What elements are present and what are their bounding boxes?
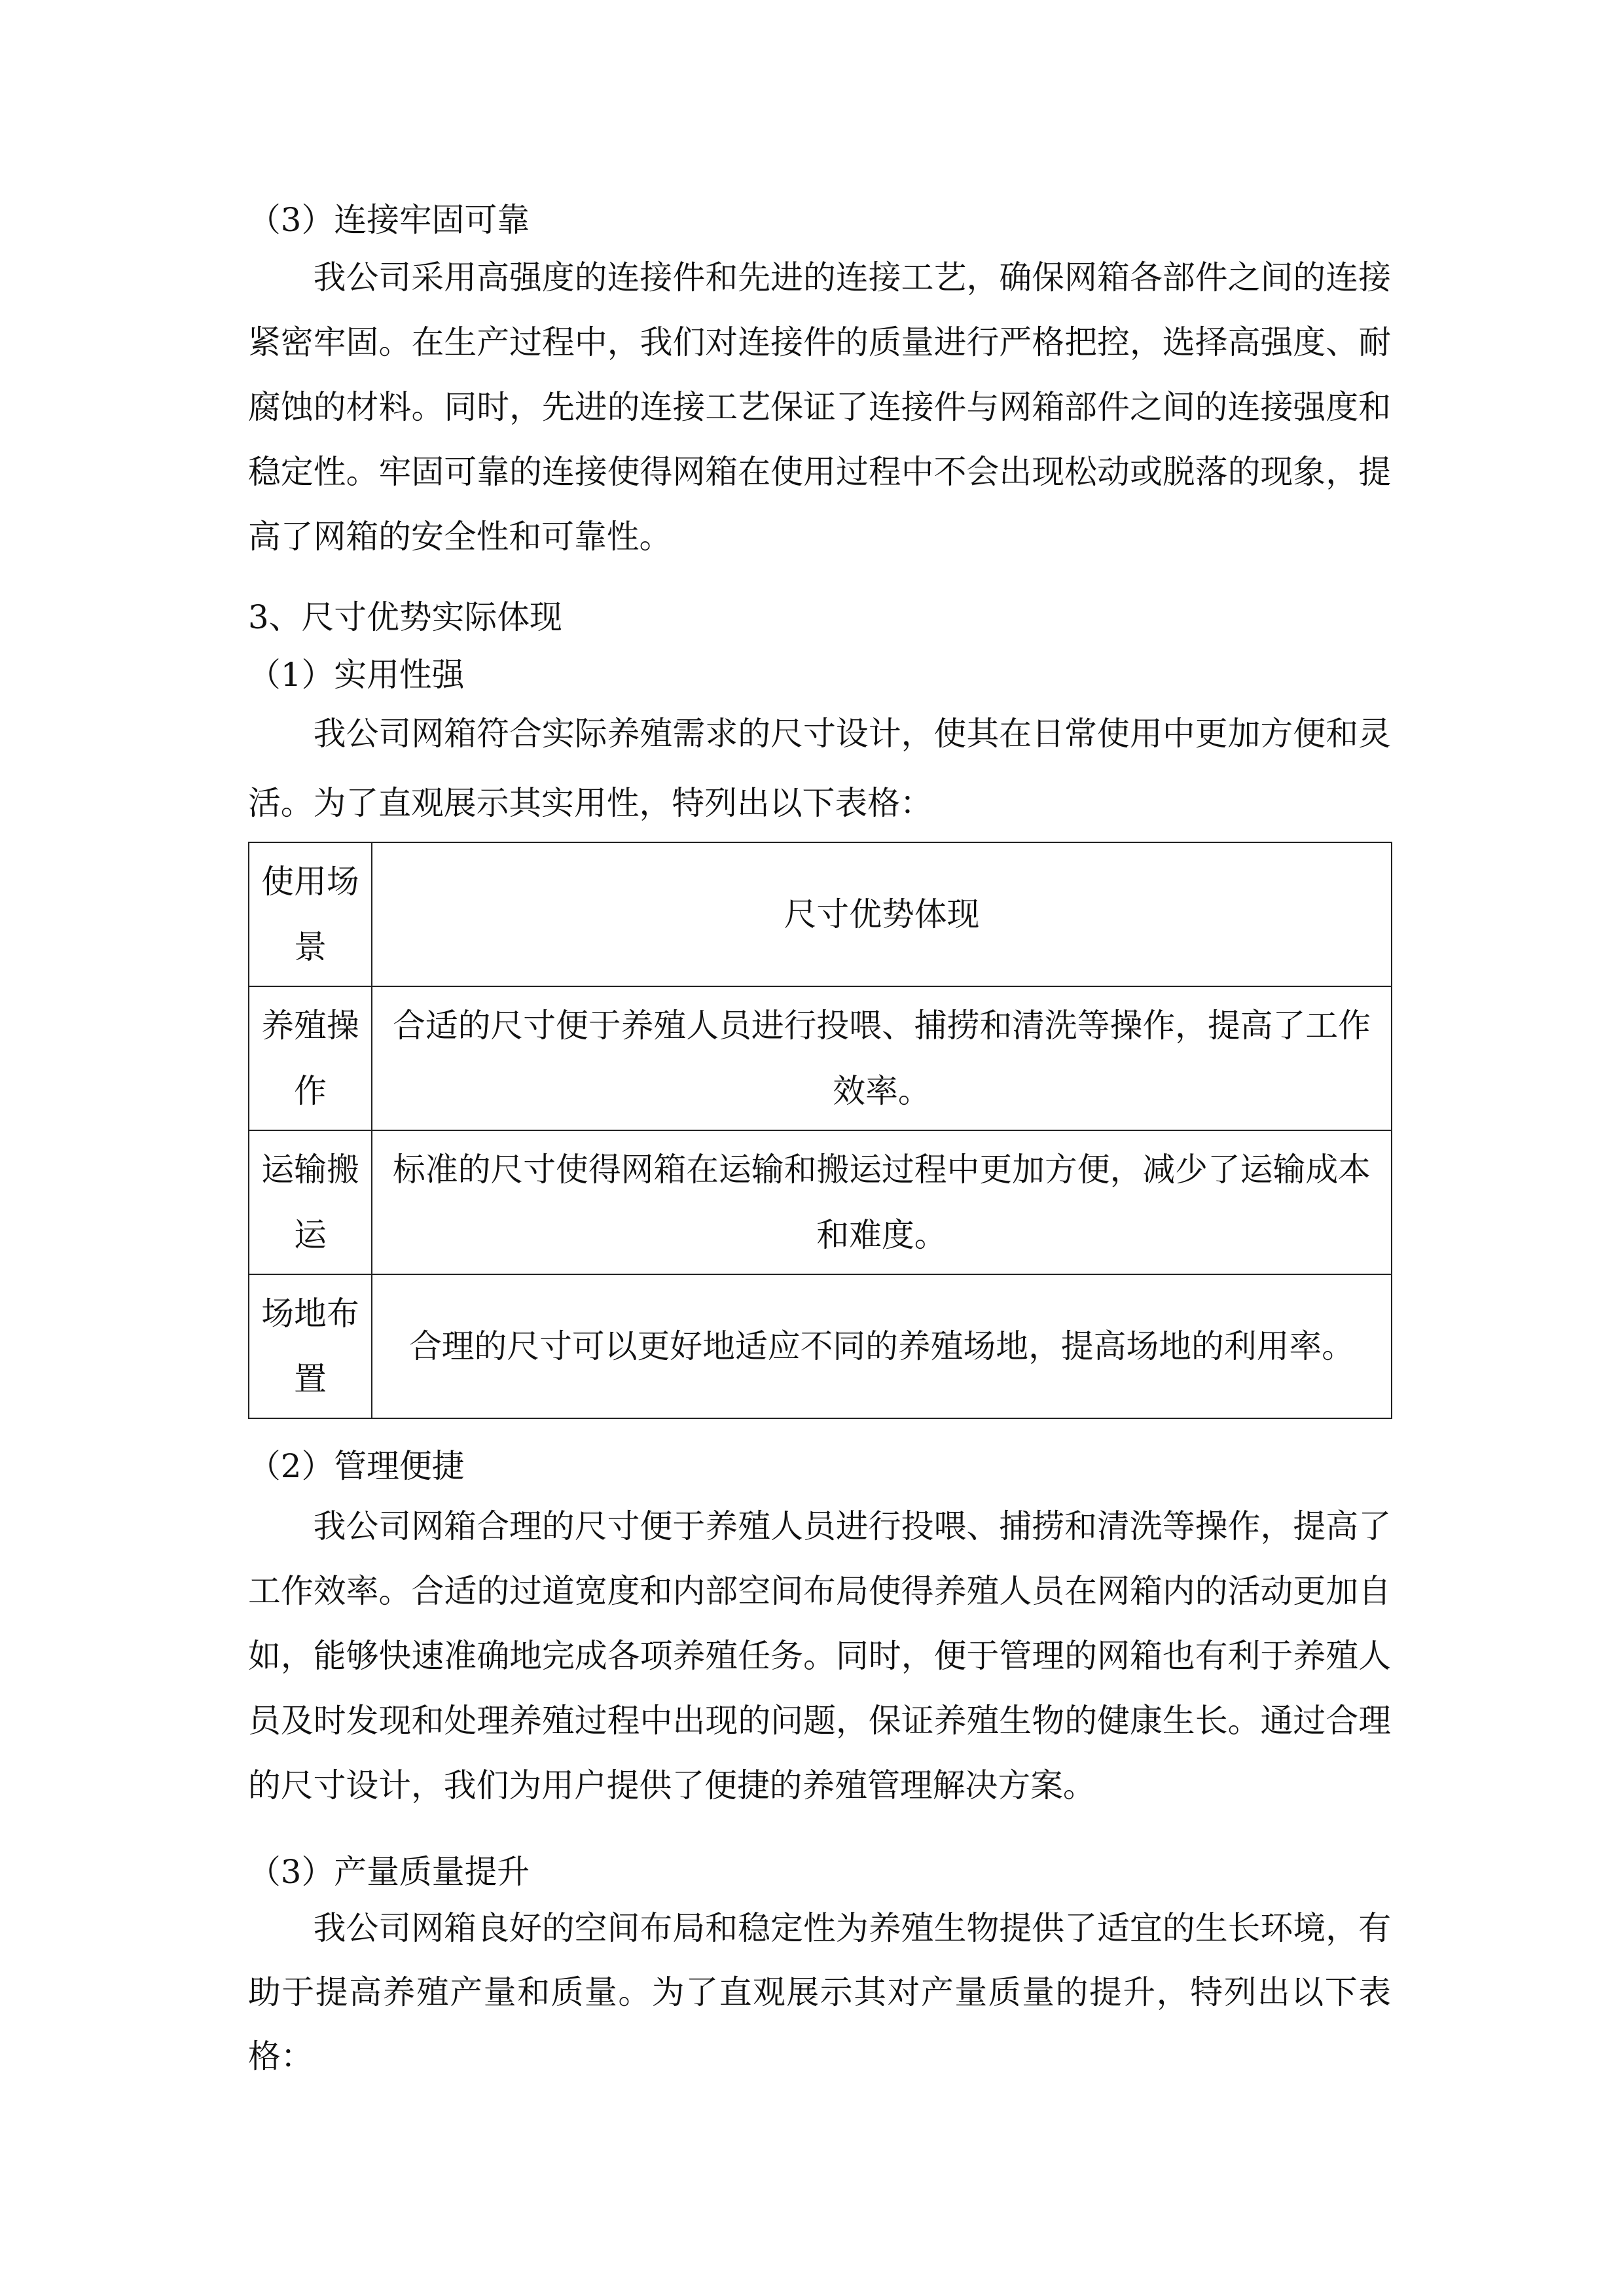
table-cell: 运输搬运 <box>249 1130 372 1274</box>
table-header-cell: 使用场景 <box>249 842 372 986</box>
table-row <box>249 986 1392 1130</box>
subsection-heading: （2）管理便捷 <box>248 1447 465 1485</box>
paragraph: 我公司网箱合理的尺寸便于养殖人员进行投喂、捕捞和清洗等操作，提高了工作效率。合适的过道宽度和内部空间布局使得养殖人员在网箱内的活动更加自如，能够快速准确地完成各项养殖任务。同时，便于管理的网箱也有利于养殖人员及时发现和处理养殖过程中出现的问题，保证养殖生物的健康生长。通过合理的尺寸设计，我们为用户提供了便捷的养殖管理解决方案。 <box>248 1507 1391 1804</box>
paragraph: 我公司网箱符合实际养殖需求的尺寸设计，使其在日常使用中更加方便和灵活。为了直观展示其实用性，特列出以下表格： <box>248 715 1391 822</box>
table-cell: 标准的尺寸使得网箱在运输和搬运过程中更加方便，减少了运输成本和难度。 <box>372 1130 1392 1274</box>
table-row <box>249 1130 1392 1274</box>
table-cell: 合理的尺寸可以更好地适应不同的养殖场地，提高场地的利用率。 <box>372 1274 1392 1418</box>
subsection-heading: （3）产量质量提升 <box>248 1853 530 1891</box>
table-cell: 合适的尺寸便于养殖人员进行投喂、捕捞和清洗等操作，提高了工作效率。 <box>372 986 1392 1130</box>
paragraph: 我公司采用高强度的连接件和先进的连接工艺，确保网箱各部件之间的连接紧密牢固。在生产过程中，我们对连接件的质量进行严格把控，选择高强度、耐腐蚀的材料。同时，先进的连接工艺保证了连接件与网箱部件之间的连接强度和稳定性。牢固可靠的连接使得网箱在使用过程中不会出现松动或脱落的现象，提高了网箱的安全性和可靠性。 <box>248 259 1391 556</box>
table-row <box>249 1274 1392 1418</box>
table-cell: 场地布置 <box>249 1274 372 1418</box>
table-header-row <box>249 842 1392 986</box>
size-advantage-table <box>248 842 1392 1419</box>
table-cell: 养殖操作 <box>249 986 372 1130</box>
table-header-cell: 尺寸优势体现 <box>372 842 1392 986</box>
paragraph: 我公司网箱良好的空间布局和稳定性为养殖生物提供了适宜的生长环境，有助于提高养殖产量和质量。为了直观展示其对产量质量的提升，特列出以下表格： <box>248 1909 1391 2075</box>
section-heading: 3、尺寸优势实际体现 <box>248 598 562 636</box>
section-heading: （3）连接牢固可靠 <box>248 201 530 239</box>
subsection-heading: （1）实用性强 <box>248 656 465 694</box>
